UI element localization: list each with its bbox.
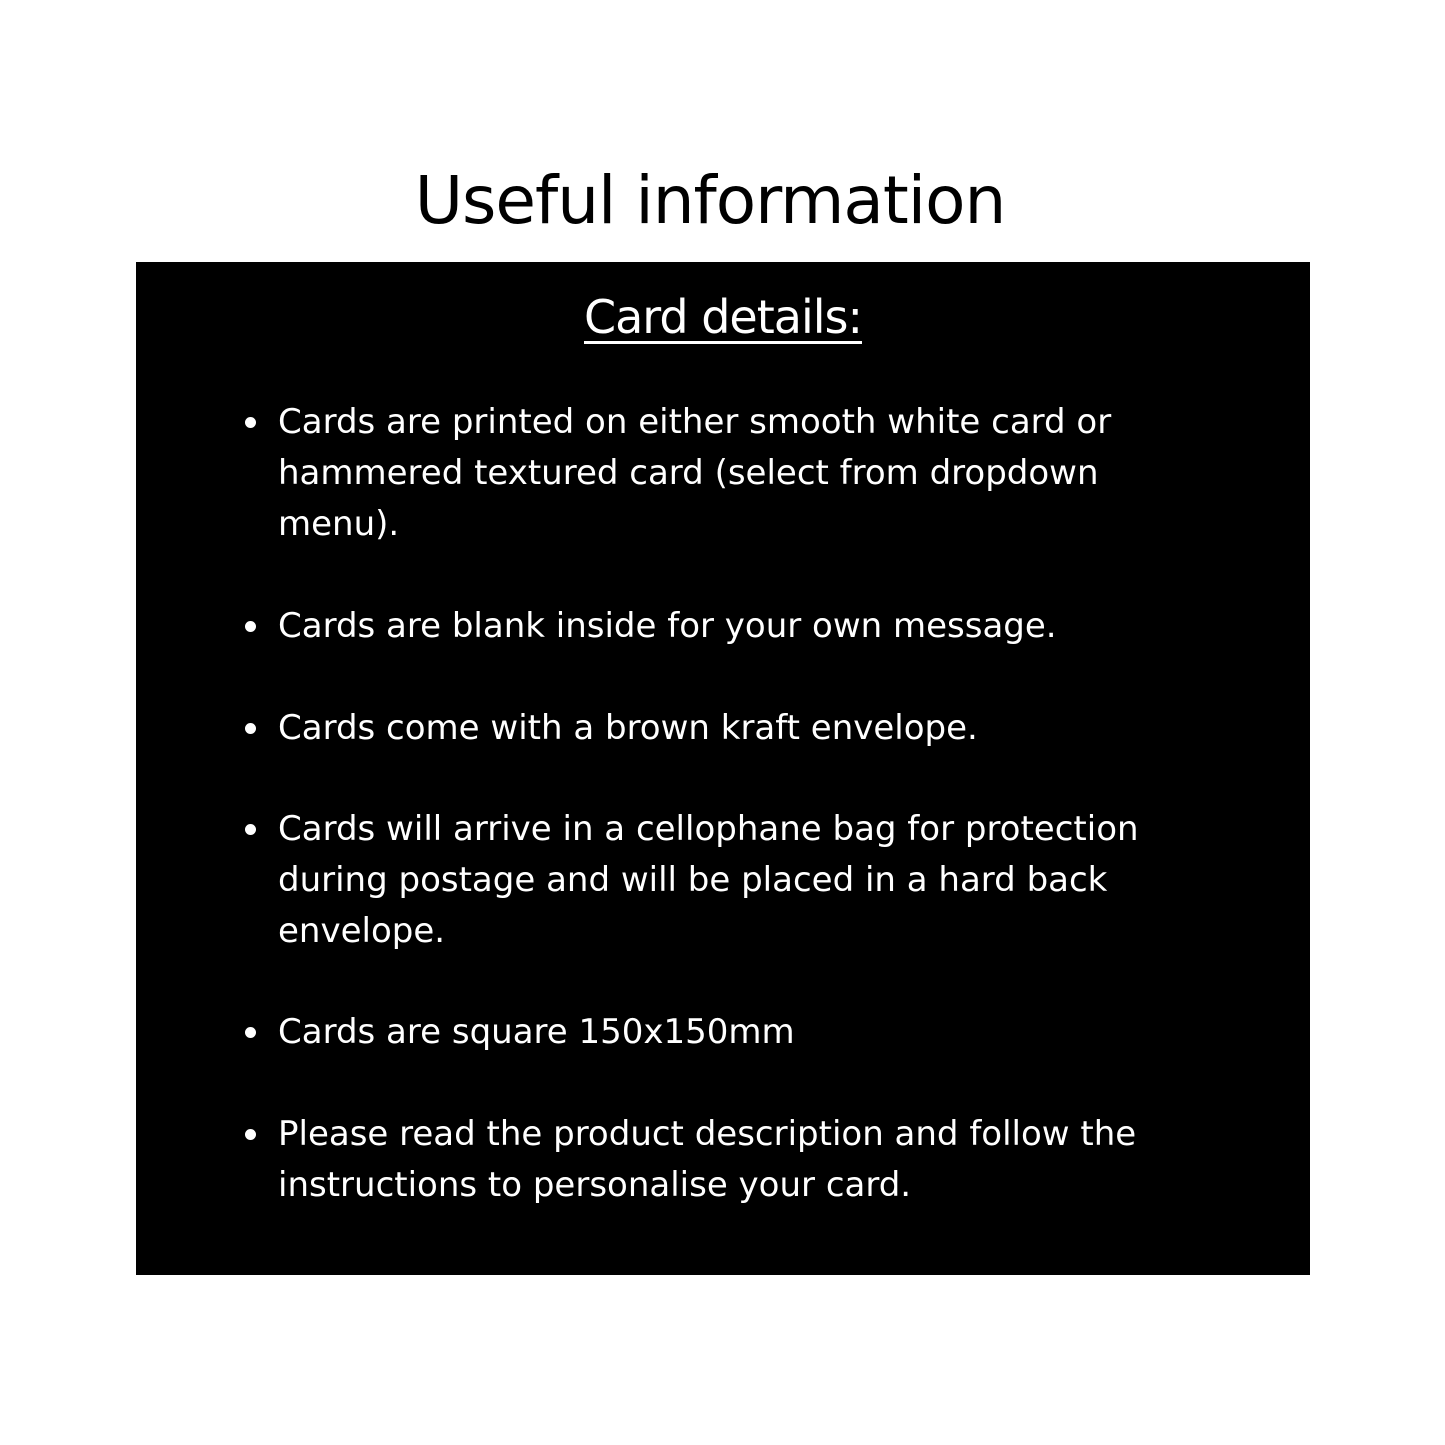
bullet-icon <box>245 1129 256 1140</box>
list-item <box>278 397 1198 550</box>
section-heading-text: Card details: <box>584 290 862 344</box>
bullet-icon <box>245 1027 256 1038</box>
list-item-text: Please read the product description and follow the instructions to personalise your card. <box>278 1114 1137 1205</box>
list-item <box>278 1007 1198 1058</box>
list-item-text: Cards are square 150x150mm <box>278 1012 795 1052</box>
bullet-icon <box>245 824 256 835</box>
list-item <box>278 703 1198 754</box>
list-item <box>278 601 1198 652</box>
bullet-icon <box>245 723 256 734</box>
list-item-text: Cards are blank inside for your own message. <box>278 606 1057 646</box>
bullet-icon <box>245 621 256 632</box>
list-item-text: Cards come with a brown kraft envelope. <box>278 708 978 748</box>
page-title: Useful information <box>414 162 1006 239</box>
bullet-icon <box>245 417 256 428</box>
list-item-text: Cards will arrive in a cellophane bag for protection during postage and will be placed in a hard back envelope. <box>278 809 1139 951</box>
section-heading <box>136 286 1310 348</box>
list-item-text: Cards are printed on either smooth white card or hammered textured card (select from dropdown menu). <box>278 402 1112 544</box>
list-item <box>278 804 1198 957</box>
card-details-panel <box>136 262 1310 1275</box>
list-item <box>278 1109 1198 1211</box>
